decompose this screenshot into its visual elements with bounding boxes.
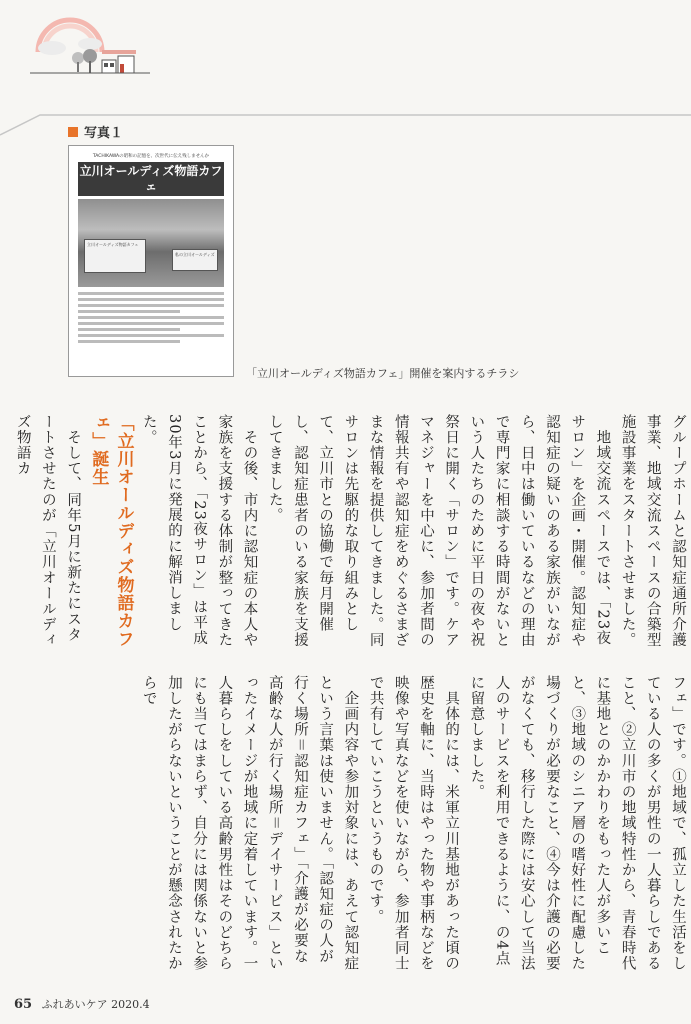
article-paragraph: グループホームと認知症通所介護事業、地域交流スペースの合築型施設事業をスタートさせました。 [619,414,686,648]
article-paragraph: 企画内容や参加対象には、あえて認知症という言葉は使いません。「認知症の人が行く場所＝認知症カフェ」「介護が必要な高齢な人が行く場所＝デイサービス」といったイメージが地域に定着しています。一人暮らしをしている高齢男性はそのどちらにも当てはまらず、自分には関係ないと参加したがらないということが懸念されたからで [140,675,359,972]
flyer-box-event: 立川オールディズ物語カフェ [84,239,146,273]
page-footer [14,996,150,1012]
photo-caption: 「立川オールディズ物語カフェ」開催を案内するチラシ [246,367,520,380]
flyer-box-memories: 私の立川オールディズ [172,249,218,271]
article-paragraph: 地域交流スペースでは、「23夜サロン」を企画・開催。認知症や認知症の疑いのある家族がいながら、日中は働いているなどの理由で専門家に相談する時間がないという人たちのために平日の夜や祝祭日に開く「サロン」です。ケアマネジャーを中心に、参加者間の情報共有や認知症をめぐるさまざまな情報を提供してきました。同サロンは先駆的な取り組みとして、立川市との協働で毎月開催し、認知症患者のいる家族を支援してきました。 [266,414,611,648]
photo-label-text: 写真１ [84,126,124,141]
photo-label [68,122,123,141]
flyer-photo [78,199,224,287]
flyer-title: 立川オールディズ物語カフェ [78,162,224,196]
article-paragraph: フェ」です。①地域で、孤立した生活をしている人の多くが男性の一人暮らしであること、②立川市の地域特性から、青春時代に基地とのかかわりをもった人が多いこと、③地域のシニア層の嗜好性に配慮した場づくりが必要なこと、④今は介護の必要がなくても、移行した際には安心して当法人のサービスを利用できるように、の4点に留意しました。 [468,675,686,972]
article-lower-block [140,675,690,975]
label-square [68,127,78,137]
page-number: 65 [14,997,33,1012]
section-heading: 「立川オールディズ物語カフェ」誕生 [88,414,134,648]
article-paragraph: その後、市内に認知症の本人や家族を支援する体制が整ってきたことから、「23夜サロン」は平成30年3月に発展的に解消しました。 [140,414,258,648]
article-paragraph: そして、同年5月に新たにスタートさせたのが「立川オールディズ物語カ [14,414,82,648]
article-paragraph: 具体的には、米軍立川基地があった頃の歴史を軸に、当時はやった物や事柄などを映像や写真などを使いながら、参加者同士で共有していこうというものです。 [367,675,460,972]
flyer-image [68,145,234,377]
flyer-tagline: TACHIKAWAの昭和の記憶を、次世代に伝え残しませんか [92,154,210,159]
issue-date: 2020.4 [111,998,150,1011]
flyer-body-text [78,292,224,343]
header-illustration [30,12,150,82]
magazine-name: ふれあいケア [41,998,108,1011]
article-upper-block [14,414,690,654]
